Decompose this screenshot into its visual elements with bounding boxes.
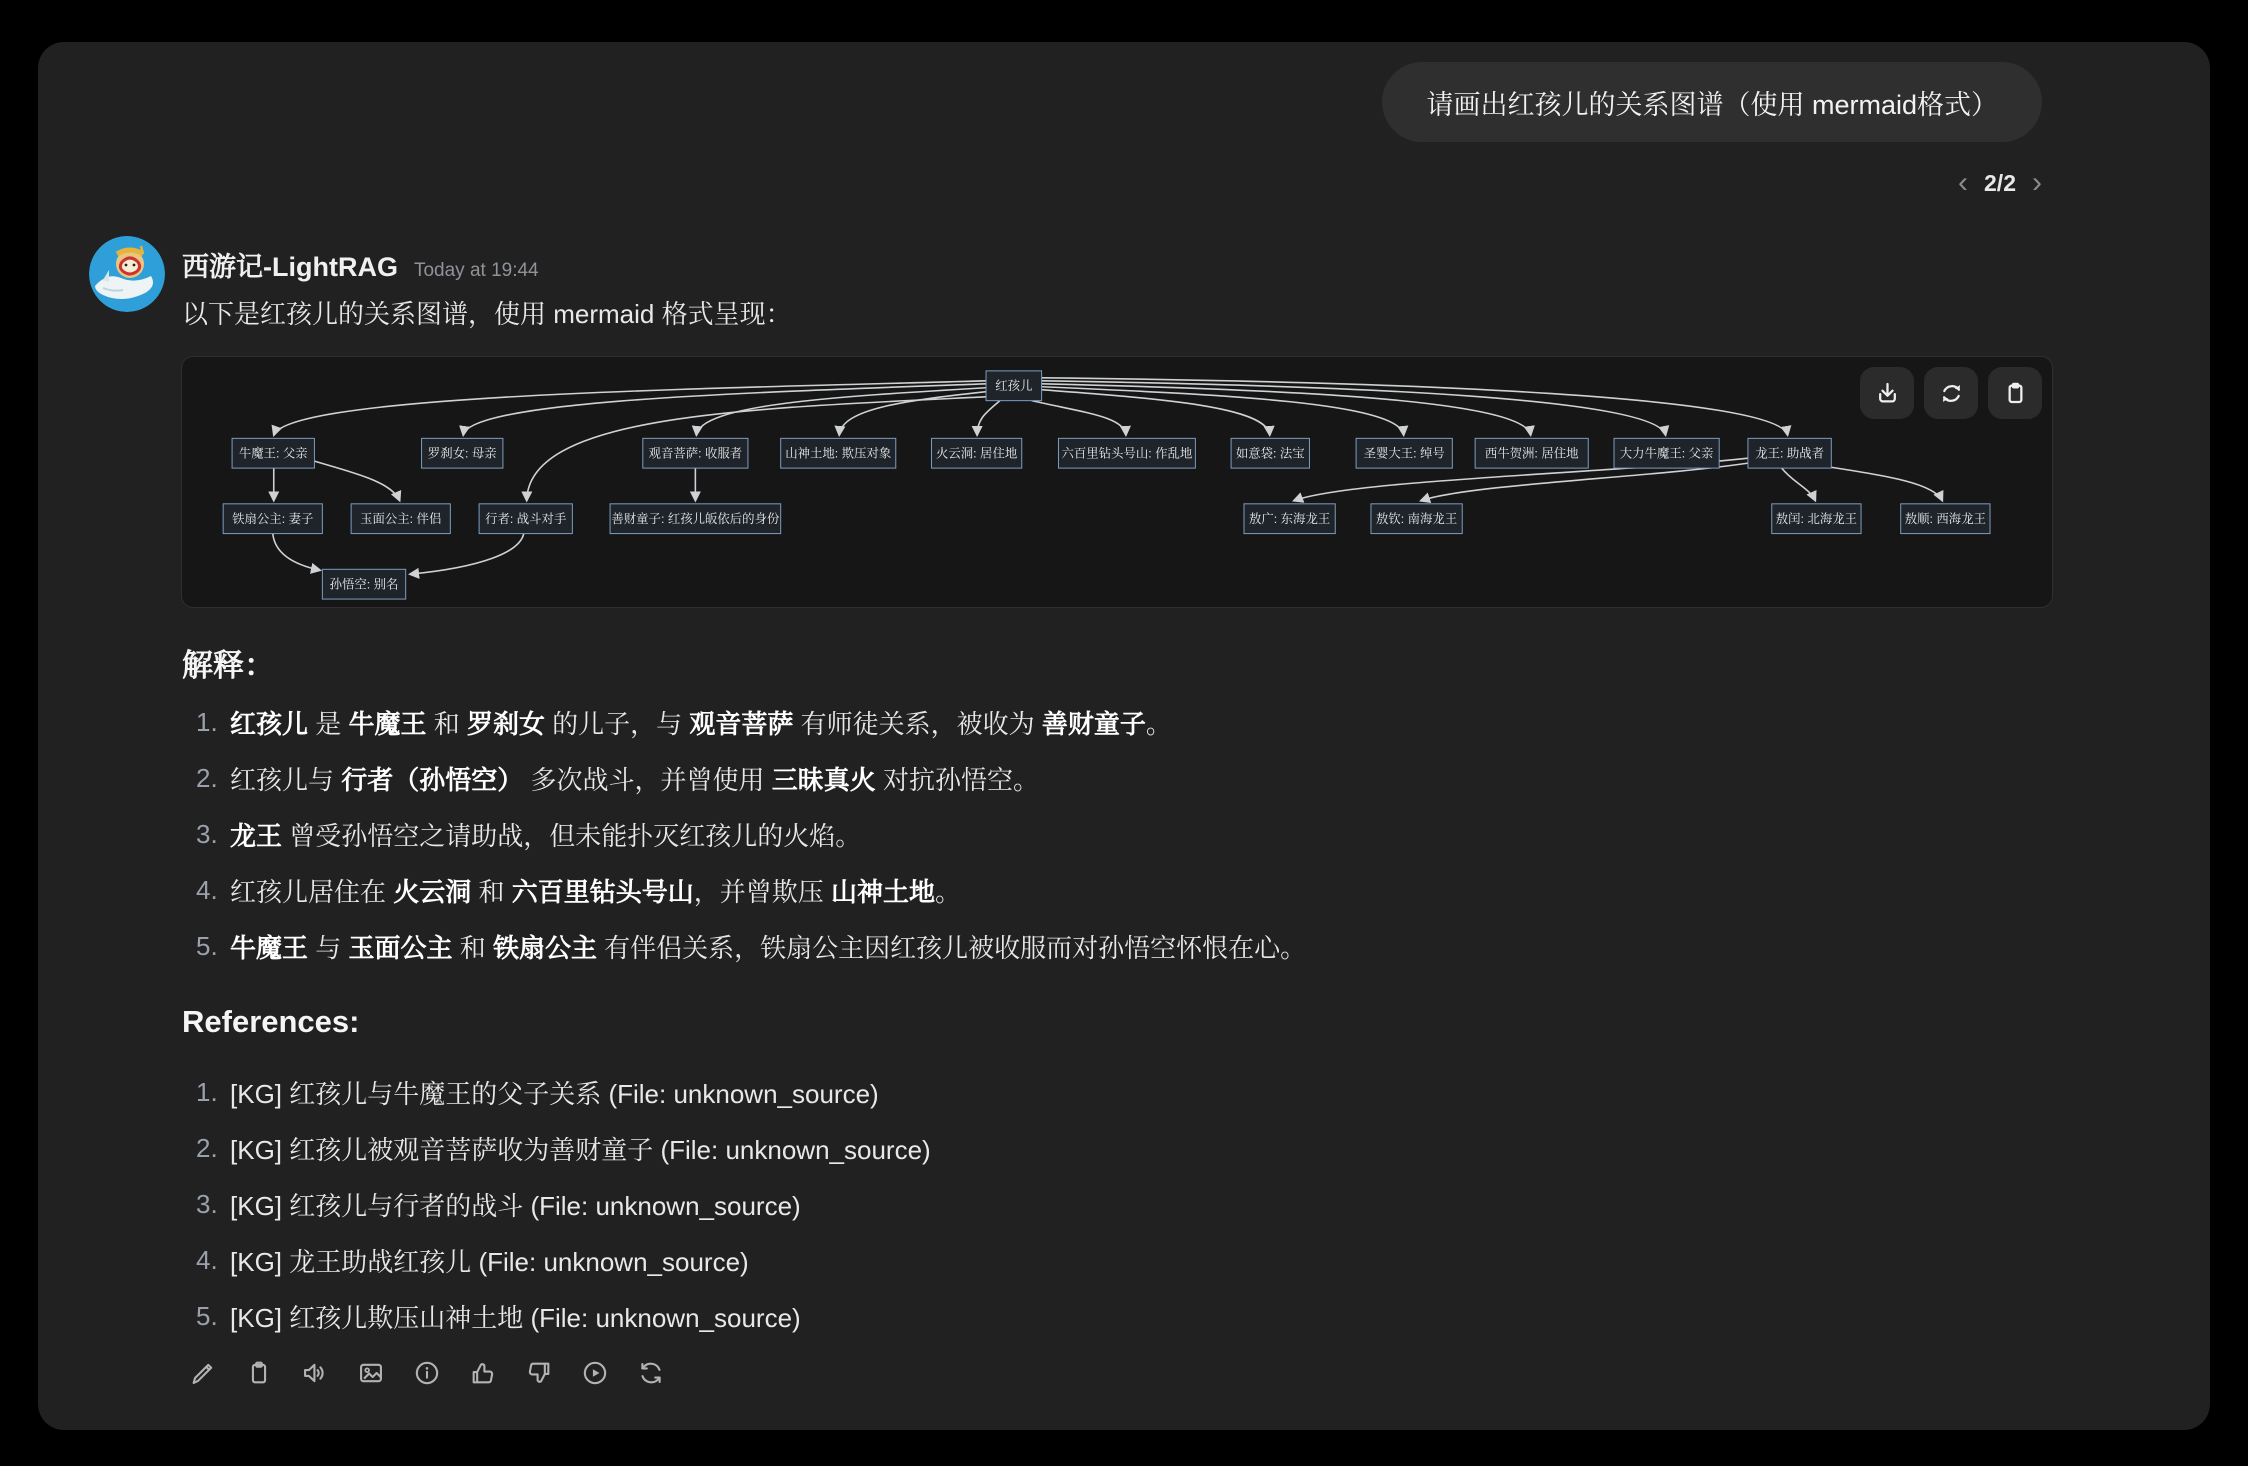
clipboard-icon [2002, 380, 2029, 407]
continue-play-icon [581, 1359, 609, 1387]
list-item-number: 1. [196, 1076, 218, 1107]
diagram-node-aoqin [1371, 504, 1462, 534]
svg-text:观音菩萨: 收服者: 观音菩萨: 收服者 [648, 446, 743, 461]
list-item [182, 862, 1306, 918]
diagram-node-aorun [1772, 504, 1861, 534]
svg-text:圣婴大王: 绰号: 圣婴大王: 绰号 [1363, 446, 1445, 461]
list-item [182, 1176, 931, 1232]
svg-text:红孩儿: 红孩儿 [995, 379, 1033, 394]
list-item-number: 5. [196, 930, 218, 961]
assistant-avatar [89, 236, 165, 312]
mermaid-diagram-panel [181, 356, 2053, 608]
thumbs-up-button[interactable] [468, 1358, 498, 1388]
svg-text:龙王: 助战者: 龙王: 助战者 [1755, 446, 1825, 461]
diagram-node-xiniu [1475, 438, 1588, 468]
user-message-bubble [1382, 62, 2042, 142]
edge-longwang-aoshun [1823, 466, 1942, 501]
list-item [182, 1064, 931, 1120]
read-aloud-speaker-button[interactable] [300, 1358, 330, 1388]
list-item [182, 806, 1306, 862]
list-item-number: 3. [196, 1188, 218, 1219]
diagram-node-aoguang [1244, 504, 1335, 534]
generate-image-button[interactable] [356, 1358, 386, 1388]
list-item-number: 2. [196, 762, 218, 793]
relationship-graph [182, 357, 2052, 607]
list-item-number: 1. [196, 706, 218, 737]
svg-text:六百里钻头号山: 作乱地: 六百里钻头号山: 作乱地 [1061, 446, 1193, 461]
svg-text:牛魔王: 父亲: 牛魔王: 父亲 [238, 446, 308, 461]
assistant-message-header [182, 245, 539, 284]
list-item-text: [KG] 红孩儿被观音菩萨收为善财童子 (File: unknown_source) [230, 1134, 931, 1165]
svg-text:敖广: 东海龙王: 敖广: 东海龙王 [1249, 512, 1331, 527]
chevron-left-icon[interactable]: ‹ [1958, 166, 1969, 199]
edge-honghaier-zuantou [1032, 401, 1126, 436]
chevron-right-icon[interactable]: › [2032, 166, 2042, 199]
svg-text:行者: 战斗对手: 行者: 战斗对手 [485, 512, 567, 527]
diagram-node-luochanu [422, 438, 503, 468]
diagram-node-sunwukong [322, 569, 405, 599]
copy-clipboard-button[interactable] [244, 1358, 274, 1388]
edge-honghaier-luochanu [463, 384, 986, 436]
references-list [182, 1064, 931, 1344]
edge-longwang-aoqin [1421, 463, 1748, 501]
diagram-clipboard-button[interactable] [1988, 367, 2042, 419]
list-item-text: 龙王 曾受孙悟空之请助战，但未能扑灭红孩儿的火焰。 [230, 820, 862, 851]
regenerate-refresh-button[interactable] [636, 1358, 666, 1388]
list-item-text: 红孩儿 是 牛魔王 和 罗刹女 的儿子，与 观音菩萨 有师徒关系，被收为 善财童子。 [230, 708, 1172, 739]
svg-text:罗刹女: 母亲: 罗刹女: 母亲 [427, 446, 497, 461]
list-item-number: 4. [196, 1244, 218, 1275]
chat-window [38, 42, 2210, 1430]
diagram-node-xingzhe [479, 504, 572, 534]
continue-play-button[interactable] [580, 1358, 610, 1388]
list-item-text: [KG] 红孩儿与行者的战斗 (File: unknown_source) [230, 1190, 801, 1221]
diagram-sync-button[interactable] [1924, 367, 1978, 419]
list-item-text: [KG] 红孩儿与牛魔王的父子关系 (File: unknown_source) [230, 1078, 879, 1109]
svg-text:善财童子: 红孩儿皈依后的身份: 善财童子: 红孩儿皈依后的身份 [611, 512, 780, 527]
list-item-text: 红孩儿居住在 火云洞 和 六百里钻头号山，并曾欺压 山神土地。 [230, 876, 961, 907]
edit-pencil-button[interactable] [188, 1358, 218, 1388]
monkey-king-avatar-icon [89, 236, 165, 312]
read-aloud-speaker-icon [301, 1359, 329, 1387]
svg-text:孙悟空: 别名: 孙悟空: 别名 [329, 577, 399, 592]
thumbs-up-icon [469, 1359, 497, 1387]
references-heading: References: [182, 1004, 360, 1039]
regenerate-refresh-icon [637, 1359, 665, 1387]
diagram-node-niumowang [232, 438, 314, 468]
diagram-node-shengying [1356, 438, 1452, 468]
edge-honghaier-xingzhe [527, 397, 988, 501]
diagram-node-dali [1614, 438, 1719, 468]
svg-text:大力牛魔王: 父亲: 大力牛魔王: 父亲 [1619, 446, 1714, 461]
list-item [182, 1232, 931, 1288]
svg-text:山神土地: 欺压对象: 山神土地: 欺压对象 [785, 446, 892, 461]
generate-image-icon [357, 1359, 385, 1387]
copy-clipboard-icon [245, 1359, 273, 1387]
list-item-number: 2. [196, 1132, 218, 1163]
message-pager [1958, 166, 2042, 200]
edge-xingzhe-sunwukong [410, 534, 524, 575]
diagram-node-guanyin [643, 438, 748, 468]
edit-pencil-icon [189, 1359, 217, 1387]
list-item-text: 牛魔王 与 玉面公主 和 铁扇公主 有伴侣关系，铁扇公主因红孩儿被收服而对孙悟空怀恨在心。 [230, 932, 1307, 963]
svg-text:敖闰: 北海龙王: 敖闰: 北海龙王 [1775, 512, 1858, 527]
assistant-intro-text: 以下是红孩儿的关系图谱，使用 mermaid 格式呈现： [182, 299, 792, 329]
list-item-text: [KG] 红孩儿欺压山神土地 (File: unknown_source) [230, 1302, 801, 1333]
edge-honghaier-dali [1042, 381, 1666, 436]
diagram-node-longwang [1748, 438, 1831, 468]
diagram-node-yumian [351, 504, 450, 534]
diagram-toolbar [1860, 367, 2042, 419]
edge-honghaier-xiniu [1042, 384, 1531, 436]
list-item-number: 5. [196, 1300, 218, 1331]
svg-text:玉面公主: 伴侣: 玉面公主: 伴侣 [360, 512, 442, 527]
list-item [182, 750, 1306, 806]
assistant-name: 西游记-LightRAG [182, 252, 398, 282]
info-icon [413, 1359, 441, 1387]
diagram-node-honghaier [986, 371, 1042, 401]
thumbs-down-icon [525, 1359, 553, 1387]
edge-honghaier-huoyundong [977, 401, 1000, 436]
message-timestamp: Today at 19:44 [413, 260, 539, 281]
svg-text:西牛贺洲: 居住地: 西牛贺洲: 居住地 [1484, 446, 1579, 461]
user-message-text: 请画出红孩儿的关系图谱（使用 mermaid格式） [1426, 89, 1998, 120]
list-item [182, 1288, 931, 1344]
list-item [182, 918, 1306, 974]
diagram-node-shancai [610, 504, 781, 534]
list-item-text: [KG] 龙王助战红孩儿 (File: unknown_source) [230, 1246, 749, 1277]
list-item-text: 红孩儿与 行者（孙悟空） 多次战斗，并曾使用 三昧真火 对抗孙悟空。 [230, 764, 1039, 795]
diagram-node-aoshun [1901, 504, 1990, 534]
list-item [182, 1120, 931, 1176]
diagram-node-zuantou [1058, 438, 1195, 468]
explanation-heading: 解释： [182, 648, 275, 683]
diagram-node-huoyundong [931, 438, 1021, 468]
svg-text:敖顺: 西海龙王: 敖顺: 西海龙王 [1904, 512, 1986, 527]
edge-tieshan-sunwukong [273, 534, 321, 571]
list-item-number: 3. [196, 818, 218, 849]
diagram-node-shanshen [781, 438, 896, 468]
message-actions-toolbar [188, 1358, 692, 1388]
list-item [182, 694, 1306, 750]
diagram-node-ruyidai [1231, 438, 1309, 468]
svg-text:如意袋: 法宝: 如意袋: 法宝 [1235, 446, 1305, 461]
edge-niumowang-yumian [314, 461, 399, 501]
svg-text:铁扇公主: 妻子: 铁扇公主: 妻子 [232, 512, 314, 527]
explanation-list [182, 694, 1306, 974]
download-icon [1874, 380, 1901, 407]
info-button[interactable] [412, 1358, 442, 1388]
pager-count: 2/2 [1984, 169, 2016, 196]
diagram-download-button[interactable] [1860, 367, 1914, 419]
svg-text:敖钦: 南海龙王: 敖钦: 南海龙王 [1375, 512, 1458, 527]
svg-text:火云洞: 居住地: 火云洞: 居住地 [936, 446, 1018, 461]
thumbs-down-button[interactable] [524, 1358, 554, 1388]
sync-icon [1938, 380, 1965, 407]
list-item-number: 4. [196, 874, 218, 905]
edge-longwang-aorun [1782, 468, 1816, 501]
diagram-node-tieshan [223, 504, 322, 534]
